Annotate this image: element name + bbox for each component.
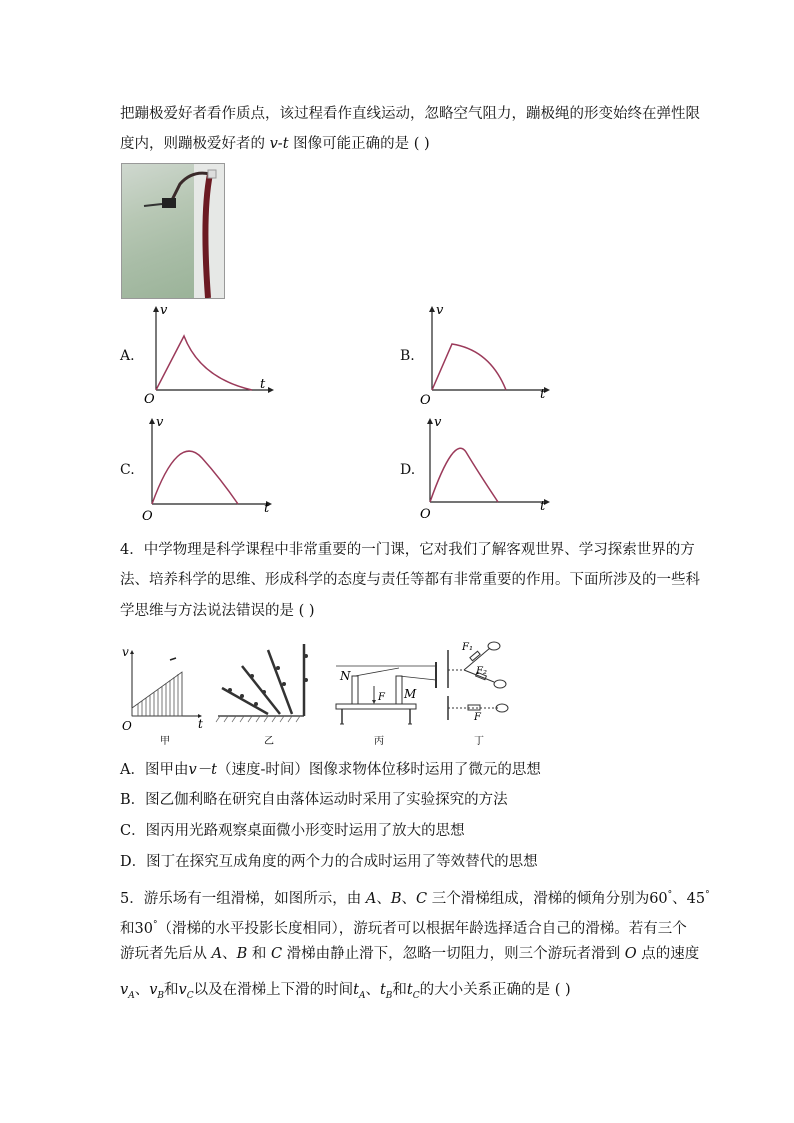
fig-yi <box>216 644 308 747</box>
bungee-photo-drawing <box>122 164 224 298</box>
origin-b: O <box>420 393 431 406</box>
svg-text:F₁: F₁ <box>462 642 473 653</box>
svg-text:甲: 甲 <box>160 736 170 747</box>
q5-line-4: $v_A$、$v_B$和$v_C$以及在滑梯上下滑的时间$t_A$、$t_B$和$t_C$的大小关系正确的是 ( ) <box>120 982 571 1001</box>
option-c-label: C. <box>120 462 135 478</box>
svg-text:丁: 丁 <box>474 736 484 747</box>
fig-jia <box>122 645 203 747</box>
fig-ding <box>448 642 508 747</box>
svg-text:M: M <box>404 687 417 701</box>
svg-text:F: F <box>378 692 385 703</box>
curve-a <box>156 336 252 390</box>
q4-figures <box>118 636 518 748</box>
graph-d <box>418 412 558 522</box>
q4-option-a: A．图甲由v－t（速度-时间）图像求物体位移时运用了微元的思想 <box>120 762 541 778</box>
option-b-label: B. <box>400 348 415 364</box>
option-d-label: D. <box>400 462 416 478</box>
q4-line-1: 4．中学物理是科学课程中非常重要的一门课，它对我们了解客观世界、学习探索世界的方 <box>120 542 695 558</box>
axis-v-b: v <box>436 303 444 318</box>
q4-option-b: B．图乙伽利略在研究自由落体运动时采用了实验探究的方法 <box>120 792 508 808</box>
curve-d <box>430 448 498 502</box>
graph-a <box>140 302 280 406</box>
q5-line-1: 5．游乐场有一组滑梯，如图所示，由 A、B、C 三个滑梯组成，滑梯的倾角分别为60°、45° <box>120 890 710 907</box>
svg-text:F: F <box>474 712 481 723</box>
svg-text:F₂: F₂ <box>476 666 487 677</box>
axis-v-d: v <box>434 415 442 430</box>
axis-t-a: t <box>260 377 266 392</box>
q4-line-3: 学思维与方法说法错误的是 ( ) <box>120 603 315 619</box>
q4-line-2: 法、培养科学的思维、形成科学的态度与责任等都有非常重要的作用。下面所涉及的一些科 <box>120 572 700 588</box>
vt-symbol: v-t <box>269 136 289 152</box>
origin-a: O <box>144 392 155 406</box>
q4-option-d: D．图丁在探究互成角度的两个力的合成时运用了等效替代的思想 <box>120 854 538 870</box>
curve-c <box>152 451 238 504</box>
axis-t-d: t <box>540 499 546 514</box>
svg-text:O: O <box>122 719 132 733</box>
q3-line-2: 度内，则蹦极爱好者的 v-t 图像可能正确的是 ( ) <box>120 136 430 152</box>
axis-t-c: t <box>264 501 270 516</box>
svg-text:t: t <box>198 717 203 731</box>
axis-t-b: t <box>540 387 546 402</box>
origin-d: O <box>420 507 431 522</box>
q4-option-c: C．图丙用光路观察桌面微小形变时运用了放大的思想 <box>120 823 465 839</box>
q3-line-1: 把蹦极爱好者看作质点，该过程看作直线运动，忽略空气阻力，蹦极绳的形变始终在弹性限 <box>120 106 700 122</box>
q5-line-3: 游玩者先后从 A、B 和 C 滑梯由静止滑下，忽略一切阻力，则三个游玩者滑到 O 点的速度 <box>120 946 700 962</box>
graph-c <box>140 412 280 522</box>
svg-text:v: v <box>122 645 129 659</box>
svg-text:乙: 乙 <box>264 736 274 747</box>
bungee-photo <box>121 163 225 299</box>
origin-c: O <box>142 509 153 522</box>
option-a-label: A. <box>120 348 135 364</box>
svg-text:丙: 丙 <box>374 736 384 747</box>
graph-b <box>418 302 558 406</box>
axis-v-c: v <box>156 415 164 430</box>
axis-v-a: v <box>160 303 168 318</box>
fig-bing <box>336 662 436 747</box>
curve-b <box>432 344 506 390</box>
svg-text:N: N <box>340 669 351 683</box>
q5-line-2: 和30°（滑梯的水平投影长度相同），游玩者可以根据年龄选择适合自己的滑梯。若有三个 <box>120 920 687 937</box>
